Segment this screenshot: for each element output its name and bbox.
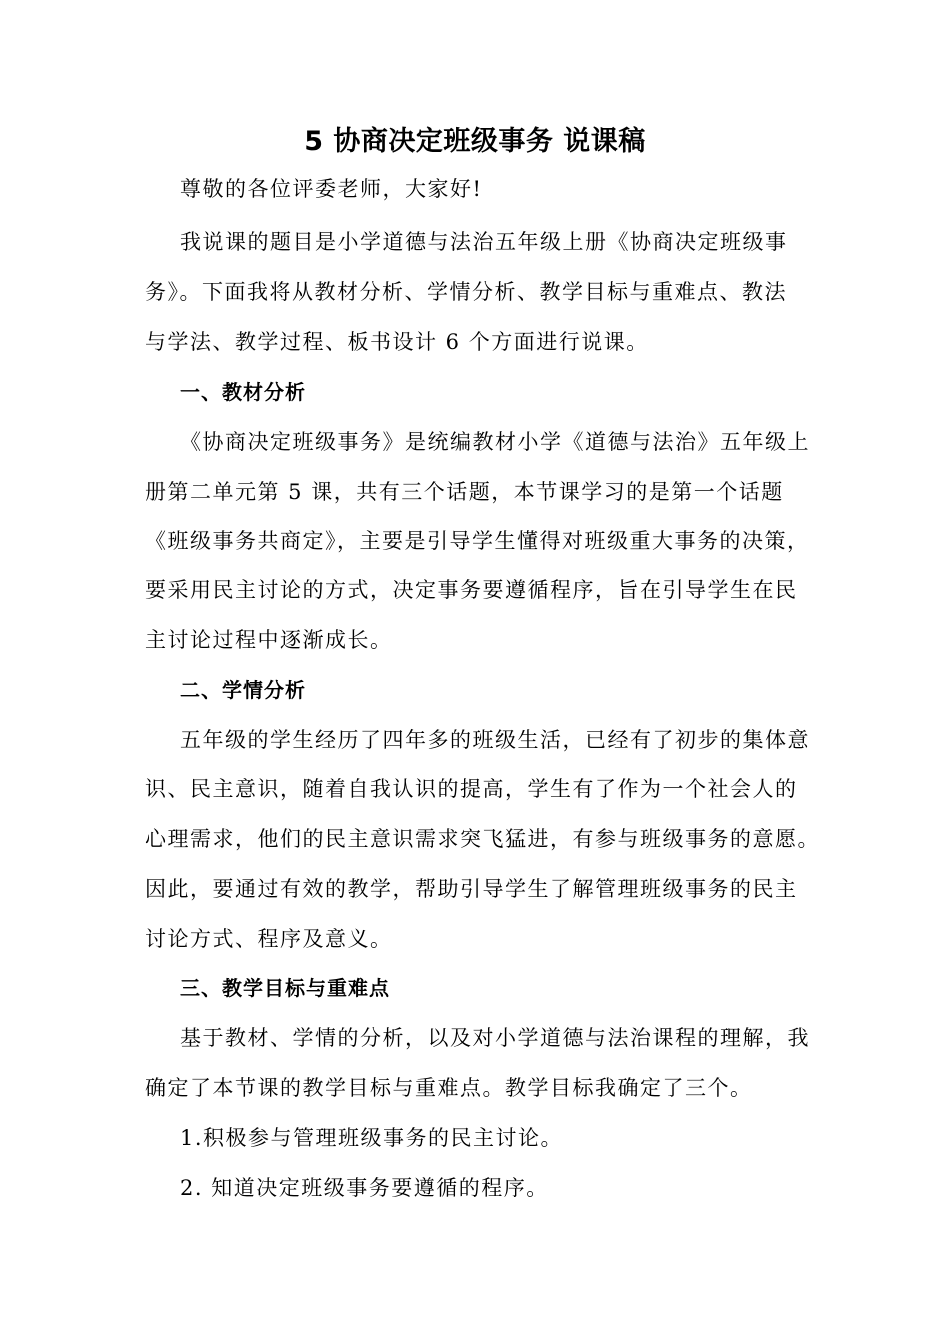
textbook-line-3: 《班级事务共商定》，主要是引导学生懂得对班级重大事务的决策， [145,529,810,553]
goal-item-1: 1.积极参与管理班级事务的民主讨论。 [180,1126,564,1150]
student-line-1: 五年级的学生经历了四年多的班级生活，已经有了初步的集体意 [180,728,810,752]
intro-line-1: 我说课的题目是小学道德与法治五年级上册《协商决定班级事 [180,230,788,254]
student-line-2: 识、民主意识，随着自我认识的提高，学生有了作为一个社会人的 [145,777,798,801]
section-heading-student-analysis: 二、学情分析 [180,678,306,702]
section-heading-teaching-goals: 三、教学目标与重难点 [180,976,390,1000]
textbook-line-2: 册第二单元第 5 课，共有三个话题，本节课学习的是第一个话题 [145,480,784,504]
intro-line-3: 与学法、教学过程、板书设计 6 个方面进行说课。 [145,330,649,354]
intro-line-2: 务》。下面我将从教材分析、学情分析、教学目标与重难点、教法 [145,280,787,304]
textbook-line-4: 要采用民主讨论的方式，决定事务要遵循程序，旨在引导学生在民 [145,578,798,602]
goal-item-2: 2. 知道决定班级事务要遵循的程序。 [180,1176,549,1200]
student-line-3: 心理需求，他们的民主意识需求突飞猛进，有参与班级事务的意愿。 [145,827,820,851]
greeting-line: 尊敬的各位评委老师，大家好! [180,177,483,201]
goals-line-1: 基于教材、学情的分析，以及对小学道德与法治课程的理解，我 [180,1026,810,1050]
textbook-line-1: 《协商决定班级事务》是统编教材小学《道德与法治》五年级上 [180,430,810,454]
section-heading-textbook-analysis: 一、教材分析 [180,380,306,404]
student-line-4: 因此，要通过有效的教学，帮助引导学生了解管理班级事务的民主 [145,877,798,901]
textbook-line-5: 主讨论过程中逐渐成长。 [145,628,393,652]
goals-line-2: 确定了本节课的教学目标与重难点。教学目标我确定了三个。 [145,1076,753,1100]
document-title: 5 协商决定班级事务 说课稿 [304,126,646,157]
student-line-5: 讨论方式、程序及意义。 [145,927,393,951]
